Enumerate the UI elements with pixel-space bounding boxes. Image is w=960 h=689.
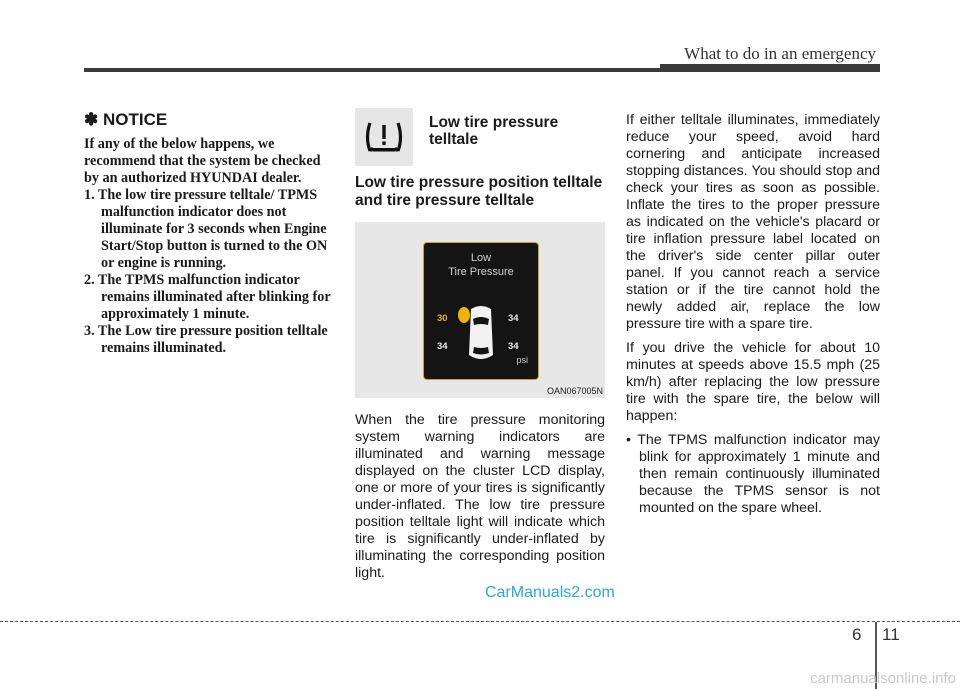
notice-column	[84, 110, 334, 357]
notice-item: 2. The TPMS malfunction indicator remains illuminated after blinking for approximately 1 minute.	[84, 272, 331, 322]
display-title	[424, 251, 538, 279]
cluster-figure	[355, 222, 605, 398]
telltale-title: Low tire pressure telltale	[429, 114, 559, 148]
header-rule-accent	[660, 64, 880, 72]
display-line-2: Tire Pressure	[448, 266, 514, 278]
tire-front-right-value: 34	[508, 313, 519, 324]
instruction-paragraph: If either telltale illuminates, immediately reduce your speed, avoid hard cornering and anticipate increased stopping distances. You should stop and check your tires as soon as possible. Inflate the tires to the proper pressure as indicated on the vehicle's placard or tire inflation pressure label located on the driver's side center pillar outer panel. If you cannot reach a service station or if the tire cannot hold the newly added air, replace the low pressure tire with a spare tire.	[626, 112, 880, 332]
watermark-link[interactable]: CarManuals2.com	[485, 584, 615, 601]
footer-rule	[0, 621, 960, 622]
figure-caption: OAN067005N	[546, 386, 603, 396]
telltale-body: When the tire pressure monitoring system warning indicators are illuminated and warning message displayed on the cluster LCD display, one or more of your tires is significantly under-inflated. The low tire pressure position telltale light will indicate which tire is significantly under-inflated by illuminating the corresponding position light.	[355, 412, 605, 581]
car-topview-icon	[458, 303, 504, 367]
notice-item: 3. The Low tire pressure position telltale remains illuminated.	[84, 323, 328, 356]
consequence-list	[626, 432, 880, 517]
low-tire-indicator	[458, 307, 470, 323]
notice-title: ✽ NOTICE	[84, 110, 168, 129]
section-title: Low tire pressure position telltale and tire pressure telltale	[355, 174, 603, 209]
page-number: 11	[882, 625, 900, 644]
telltale-header	[355, 108, 605, 166]
tire-rear-left-value: 34	[437, 341, 448, 352]
footer-site-watermark: carmanualsonline.info	[810, 670, 956, 687]
tire-rear-right-value: 34	[508, 341, 519, 352]
instructions-column	[626, 112, 880, 517]
running-header: What to do in an emergency	[684, 44, 876, 63]
chapter-number: 6	[852, 625, 862, 644]
cluster-display	[423, 242, 539, 380]
tire-pressure-warning-icon	[355, 108, 413, 166]
notice-intro: If any of the below happens, we recommend that the system be checked by an authorized HYUNDAI dealer.	[84, 136, 321, 186]
tire-front-left-value: 30	[437, 313, 448, 324]
telltale-column	[355, 108, 605, 582]
display-line-1: Low	[470, 252, 492, 264]
notice-list	[84, 187, 334, 357]
consequence-item: • The TPMS malfunction indicator may blink for approximately 1 minute and then remain continuously illuminated because the TPMS sensor is not mounted on the spare wheel.	[626, 432, 880, 516]
instruction-paragraph: If you drive the vehicle for about 10 minutes at speeds above 15.5 mph (25 km/h) after replacing the low pressure tire with the spare tire, the below will happen:	[626, 340, 880, 424]
notice-item: 1. The low tire pressure telltale/ TPMS malfunction indicator does not illuminate for 3 seconds when Engine Start/Stop button is turned to the ON or engine is running.	[84, 187, 328, 271]
pressure-unit: psi	[516, 355, 528, 365]
